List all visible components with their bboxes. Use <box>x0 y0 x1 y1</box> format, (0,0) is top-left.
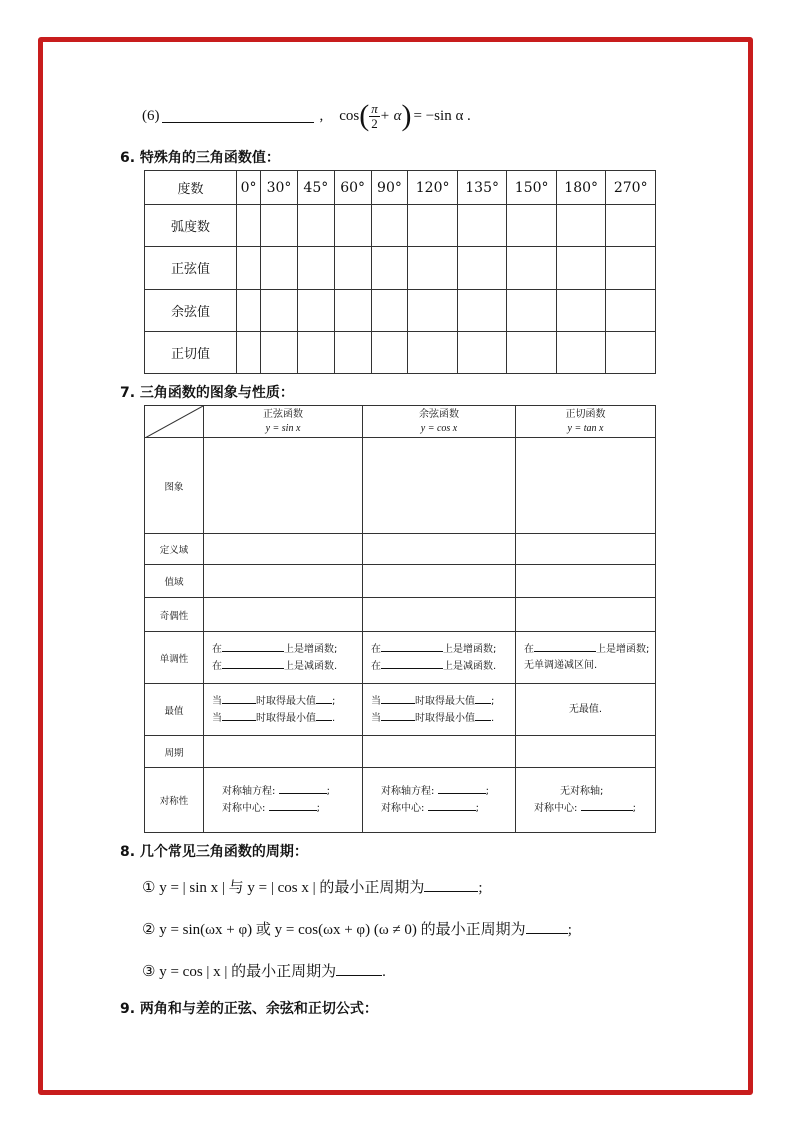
tangent-no-axis: 无对称轴; <box>560 785 604 797</box>
degree-90: 90° <box>371 171 408 205</box>
text-center: 对称中心: <box>534 802 578 814</box>
item1-end: ; <box>478 880 483 896</box>
item1-text: ① y = | sin x | 与 y = | cos x | 的最小正周期为 <box>142 880 425 896</box>
col-cosine-name: 余弦函数 <box>419 408 459 420</box>
text-max: 时取得最大值 <box>415 695 475 707</box>
row-parity: 奇偶性 <box>145 598 204 632</box>
cosine-monotonic <box>363 632 516 684</box>
text-in: 在 <box>212 643 222 655</box>
text-when: 当 <box>212 712 222 724</box>
text-when: 当 <box>212 695 222 707</box>
formula-index: (6) <box>142 107 160 124</box>
item2-text: ② y = sin(ωx + φ) 或 y = cos(ωx + φ) (ω ≠ 0) 的最小正周期为 <box>142 922 526 938</box>
row-period: 周期 <box>145 736 204 768</box>
semicolon: ; <box>632 802 636 814</box>
section8-title: 8. 几个常见三角函数的周期： <box>120 844 308 860</box>
degree-150: 150° <box>507 171 557 205</box>
degree-0: 0° <box>237 171 261 205</box>
degree-45: 45° <box>297 171 334 205</box>
text-in: 在 <box>212 660 222 672</box>
tangent-monotonic <box>516 632 656 684</box>
diagonal-line <box>145 406 203 438</box>
col-sine-header <box>204 406 363 438</box>
col-sine-formula: y = sin x <box>265 422 301 434</box>
section9-title: 9. 两角和与差的正弦、余弦和正切公式： <box>120 1001 378 1017</box>
section6-title: 6. 特殊角的三角函数值： <box>120 150 280 166</box>
text-axis: 对称轴方程: <box>381 786 435 797</box>
cosine-extreme: 当 时取得最大值 ; 当 时取得最小值 . <box>363 684 516 736</box>
degree-180: 180° <box>556 171 606 205</box>
text-in: 在 <box>371 660 381 672</box>
row-radian: 弧度数 <box>145 205 237 247</box>
col-sine-name: 正弦函数 <box>263 408 303 420</box>
right-paren: ) <box>401 99 412 132</box>
text-in: 在 <box>371 643 381 655</box>
formula-rhs: = −sin α . <box>413 107 471 124</box>
item2-blank <box>526 921 568 934</box>
semicolon: ; <box>475 803 479 814</box>
row-tangent: 正切值 <box>145 331 237 373</box>
item3-end: . <box>382 964 386 980</box>
semicolon: ; <box>326 786 330 797</box>
col-tangent-name: 正切函数 <box>565 408 606 420</box>
period-item-2 <box>142 918 572 939</box>
frac-denominator: 2 <box>371 115 378 131</box>
degree-135: 135° <box>457 171 507 205</box>
item3-text: ③ y = cos | x | 的最小正周期为 <box>142 964 337 980</box>
cosine-symmetry <box>363 768 516 833</box>
pi-over-2 <box>369 102 380 131</box>
text-increasing: 上是增函数; <box>284 643 338 655</box>
row-cosine: 余弦值 <box>145 289 237 331</box>
row-extreme: 最值 <box>145 684 204 736</box>
tangent-symmetry <box>516 768 656 833</box>
trig-properties-table <box>144 405 656 833</box>
period-item-1 <box>142 876 483 897</box>
cos-label: cos <box>339 107 360 124</box>
left-paren: ( <box>359 99 370 132</box>
plus-alpha: + α <box>379 107 402 124</box>
text-axis: 对称轴方程: <box>222 786 276 797</box>
row-symmetry: 对称性 <box>145 768 204 833</box>
text-min: 时取得最小值 <box>415 712 475 724</box>
frac-numerator: π <box>371 100 378 116</box>
section7-title: 7. 三角函数的图象与性质： <box>120 385 294 401</box>
text-increasing: 上是增函数; <box>596 644 650 655</box>
row-graph: 图象 <box>145 438 204 534</box>
text-decreasing: 上是减函数. <box>443 660 497 672</box>
row-range: 值域 <box>145 565 204 598</box>
period-item-3 <box>142 960 386 981</box>
degree-270: 270° <box>606 171 656 205</box>
text-increasing: 上是增函数; <box>443 643 497 655</box>
col-cosine-formula: y = cos x <box>420 422 458 434</box>
comma: , <box>319 107 324 124</box>
text-center: 对称中心: <box>222 803 266 814</box>
row-domain: 定义域 <box>145 534 204 565</box>
semicolon: ; <box>316 803 320 814</box>
degree-30: 30° <box>261 171 298 205</box>
item2-end: ; <box>567 922 572 938</box>
text-max: 时取得最大值 <box>256 695 316 707</box>
text-in: 在 <box>524 644 534 655</box>
item1-blank <box>424 879 478 892</box>
item3-blank <box>336 963 382 976</box>
text-decreasing: 上是减函数. <box>284 660 338 672</box>
tangent-extreme: 无最值. <box>516 684 656 736</box>
header-degree: 度数 <box>145 171 237 205</box>
row-monotonic: 单调性 <box>145 632 204 684</box>
text-when: 当 <box>371 712 381 724</box>
sine-extreme: 当 时取得最大值 ; 当 时取得最小值 . <box>204 684 363 736</box>
answer-blank <box>162 110 314 123</box>
text-center: 对称中心: <box>381 803 425 814</box>
diagonal-header-cell <box>145 406 204 438</box>
tangent-no-decreasing: 无单调递减区间. <box>524 660 598 671</box>
sine-monotonic <box>204 632 363 684</box>
col-cosine-header <box>363 406 516 438</box>
degree-60: 60° <box>334 171 371 205</box>
col-tangent-formula: y = tan x <box>567 422 604 434</box>
special-angle-table <box>144 170 656 374</box>
degree-120: 120° <box>408 171 458 205</box>
col-tangent-header <box>516 406 656 438</box>
semicolon: ; <box>485 786 489 797</box>
formula-line-6 <box>142 96 471 136</box>
text-when: 当 <box>371 695 381 707</box>
text-min: 时取得最小值 <box>256 712 316 724</box>
row-sine: 正弦值 <box>145 247 237 289</box>
sine-symmetry <box>204 768 363 833</box>
